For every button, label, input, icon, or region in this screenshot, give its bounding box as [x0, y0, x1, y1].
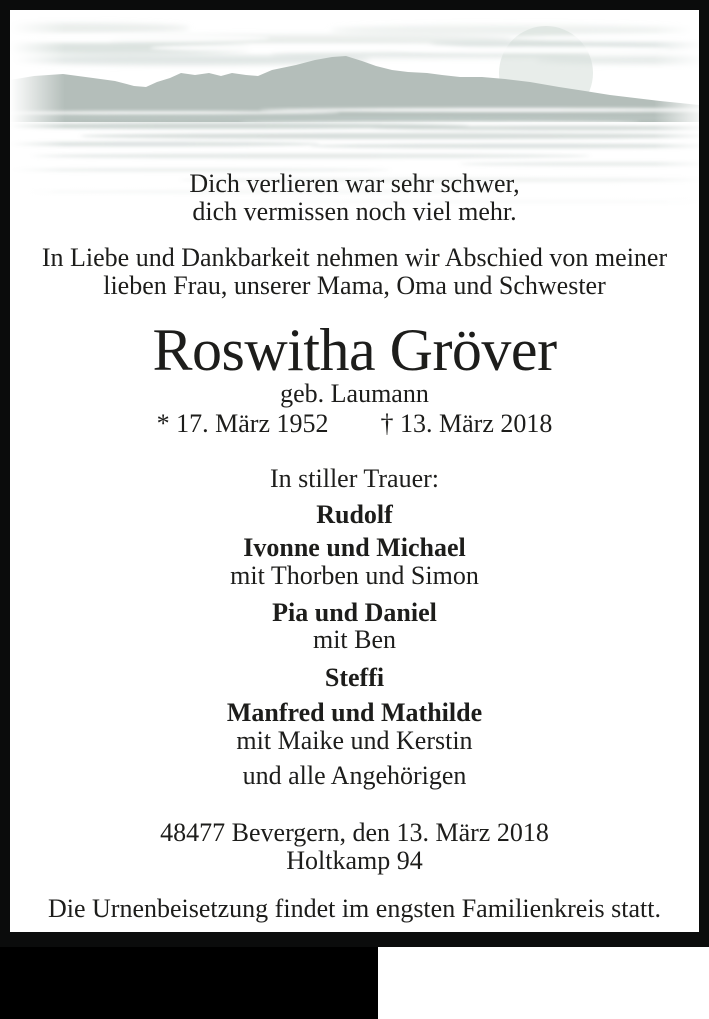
verse-line-1: Dich verlieren war sehr schwer, — [189, 169, 520, 198]
birth-date: * 17. März 1952 — [156, 409, 329, 438]
mourner-names-1: Rudolf — [316, 500, 393, 529]
mourner-children-2: mit Thorben und Simon — [230, 561, 479, 590]
bottom-left-black-block — [0, 947, 378, 1019]
life-dates — [10, 411, 699, 437]
funeral-note: Die Urnenbeisetzung findet im engsten Familienkreis statt. — [47, 894, 662, 923]
intro-line-1: In Liebe und Dankbarkeit nehmen wir Abschied von meiner — [41, 243, 668, 272]
obituary-card — [10, 10, 699, 932]
mourner-children-5: mit Maike und Kerstin — [236, 726, 473, 755]
mourning-closing: und alle Angehörigen — [242, 761, 467, 790]
mourner-names-2: Ivonne und Michael — [243, 533, 466, 562]
mourning-heading: In stiller Trauer: — [270, 464, 439, 493]
mourner-names-3: Pia und Daniel — [272, 598, 437, 627]
intro-line-2: lieben Frau, unserer Mama, Oma und Schwester — [103, 271, 606, 300]
mourner-names-4: Steffi — [324, 663, 385, 692]
verse-line-2: dich vermissen noch viel mehr. — [192, 197, 517, 226]
death-date: † 13. März 2018 — [380, 409, 553, 438]
deceased-name: Roswitha Gröver — [152, 317, 557, 383]
mourner-children-3: mit Ben — [312, 625, 397, 654]
address-street: Holtkamp 94 — [286, 846, 423, 875]
address-city-date: 48477 Bevergern, den 13. März 2018 — [160, 818, 549, 847]
maiden-name: geb. Laumann — [280, 379, 429, 408]
mourner-names-5: Manfred und Mathilde — [226, 698, 483, 727]
